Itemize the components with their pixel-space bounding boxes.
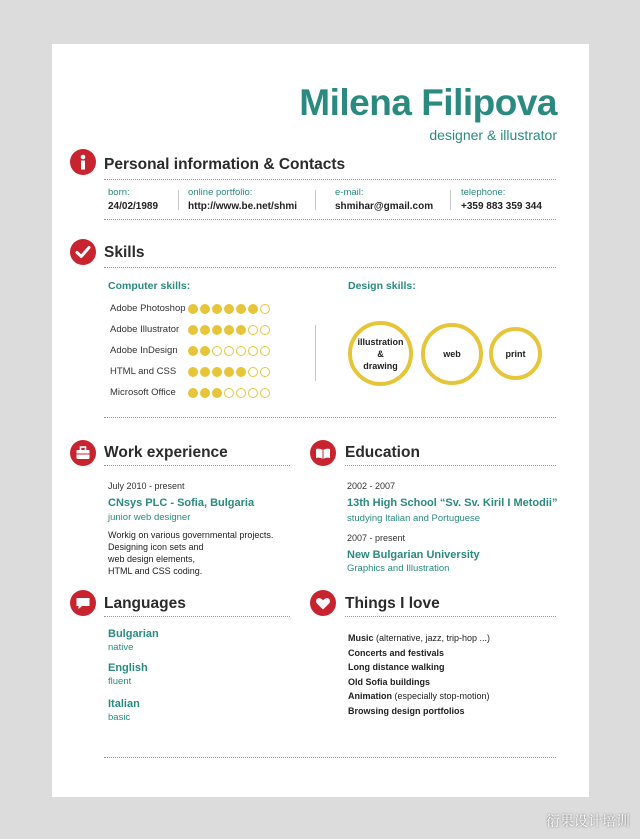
love-item	[348, 646, 490, 661]
info-icon	[70, 149, 96, 175]
divider	[104, 616, 290, 617]
love-title: Things I love	[345, 595, 440, 612]
work-desc-line: Designing icon sets and	[108, 542, 204, 552]
work-desc-line: HTML and CSS coding.	[108, 566, 203, 576]
portfolio-label: online portfolio:	[188, 187, 253, 198]
skill-rating	[188, 367, 270, 377]
edu-detail: studying Italian and Portuguese	[347, 513, 481, 524]
love-list	[348, 631, 490, 719]
language-level: fluent	[108, 676, 132, 687]
rating-dot-filled	[200, 367, 210, 377]
skill-name: Adobe Illustrator	[110, 324, 180, 335]
speech-bubble-icon	[70, 590, 96, 616]
divider	[104, 179, 556, 180]
email-link[interactable]: shmihar@gmail.com	[335, 201, 434, 212]
design-skill-label: illustration	[357, 336, 404, 347]
rating-dot-filled	[188, 325, 198, 335]
divider	[345, 465, 556, 466]
work-desc-line: Workig on various governmental projects.	[108, 530, 274, 540]
language-level: basic	[108, 712, 131, 723]
languages-title: Languages	[104, 595, 186, 612]
language-name: English	[108, 662, 148, 674]
love-item-main: Long distance walking	[348, 662, 445, 673]
resume-name: Milena Filipova	[299, 82, 557, 123]
education-title: Education	[345, 444, 420, 461]
rating-dot-empty	[248, 367, 258, 377]
design-skill-label: web	[443, 349, 461, 359]
born-value: 24/02/1989	[108, 201, 159, 212]
rating-dot-filled	[224, 367, 234, 377]
work-description	[108, 529, 273, 577]
rating-dot-empty	[260, 304, 270, 314]
love-item-main: Music	[348, 633, 374, 643]
computer-skills-heading: Computer skills:	[108, 280, 191, 292]
edu-school: New Bulgarian University	[347, 549, 480, 561]
rating-dot-empty	[260, 346, 270, 356]
rating-dot-filled	[188, 388, 198, 398]
skill-rating	[188, 346, 270, 356]
heart-icon	[310, 590, 336, 616]
work-title: Work experience	[104, 444, 228, 461]
design-skill-print	[489, 327, 542, 380]
rating-dot-empty	[212, 346, 222, 356]
rating-dot-empty	[236, 388, 246, 398]
love-item	[348, 704, 490, 719]
design-skill-label: drawing	[363, 360, 398, 371]
book-icon	[310, 440, 336, 466]
rating-dot-filled	[212, 304, 222, 314]
telephone-label: telephone:	[461, 187, 506, 198]
skill-name: HTML and CSS	[110, 366, 177, 377]
edu-period: 2002 - 2007	[347, 481, 396, 491]
rating-dot-filled	[212, 325, 222, 335]
rating-dot-filled	[236, 325, 246, 335]
love-item	[348, 660, 490, 675]
rating-dot-filled	[200, 346, 210, 356]
rating-dot-empty	[248, 388, 258, 398]
skill-rating	[188, 388, 270, 398]
divider	[104, 465, 290, 466]
rating-dot-filled	[236, 367, 246, 377]
love-item-main: Old Sofia buildings	[348, 676, 430, 687]
love-item-note: (especially stop-motion)	[392, 691, 490, 702]
language-level: native	[108, 642, 134, 653]
rating-dot-empty	[260, 325, 270, 335]
divider	[104, 757, 556, 758]
rating-dot-filled	[212, 367, 222, 377]
work-period: July 2010 - present	[108, 481, 185, 491]
language-name: Italian	[108, 698, 140, 710]
rating-dot-filled	[200, 388, 210, 398]
separator	[315, 190, 316, 210]
love-item	[348, 689, 490, 704]
rating-dot-filled	[236, 304, 246, 314]
separator	[315, 325, 316, 381]
design-skill-label: print	[505, 348, 526, 359]
love-item-note: (alternative, jazz, trip-hop ...)	[373, 633, 491, 643]
resume-page	[52, 44, 589, 797]
divider	[345, 616, 556, 617]
skill-name: Adobe InDesign	[110, 345, 178, 356]
rating-dot-empty	[260, 367, 270, 377]
personal-title: Personal information & Contacts	[104, 156, 346, 173]
rating-dot-filled	[188, 304, 198, 314]
portfolio-link[interactable]: http://www.be.net/shmi	[188, 201, 298, 212]
divider	[104, 417, 556, 418]
email-label: e-mail:	[335, 187, 364, 198]
edu-period: 2007 - present	[347, 533, 406, 543]
skill-rating	[188, 325, 270, 335]
design-skill-label: &	[377, 348, 384, 359]
skill-name: Microsoft Office	[110, 387, 176, 398]
separator	[178, 190, 179, 210]
rating-dot-empty	[224, 346, 234, 356]
rating-dot-empty	[224, 388, 234, 398]
skills-title: Skills	[104, 244, 145, 261]
telephone-value: +359 883 359 344	[461, 201, 542, 212]
work-company: CNsys PLC - Sofia, Bulgaria	[108, 497, 255, 509]
watermark: 衍果设计培训	[546, 813, 630, 829]
briefcase-icon	[70, 440, 96, 466]
born-label: born:	[108, 187, 130, 198]
edu-school: 13th High School “Sv. Sv. Kiril I Metodii”	[347, 497, 558, 509]
design-skill-illustration	[348, 321, 413, 386]
love-item-main: Animation	[348, 691, 392, 702]
language-name: Bulgarian	[108, 628, 159, 640]
divider	[104, 267, 556, 268]
rating-dot-empty	[248, 346, 258, 356]
design-skill-web	[421, 323, 483, 385]
rating-dot-filled	[200, 325, 210, 335]
work-desc-line: web design elements,	[108, 554, 196, 564]
skill-name: Adobe Photoshop	[110, 303, 186, 314]
love-item	[348, 675, 490, 690]
resume-subtitle: designer & illustrator	[429, 127, 557, 143]
rating-dot-filled	[224, 325, 234, 335]
rating-dot-filled	[188, 346, 198, 356]
rating-dot-filled	[200, 304, 210, 314]
design-skills-heading: Design skills:	[348, 280, 416, 292]
love-item-main: Browsing design portfolios	[348, 705, 465, 716]
check-icon	[70, 239, 96, 265]
skill-rating	[188, 304, 270, 314]
love-item-main: Concerts and festivals	[348, 647, 445, 658]
rating-dot-filled	[248, 304, 258, 314]
divider	[104, 219, 556, 220]
edu-detail: Graphics and Illustration	[347, 563, 450, 574]
rating-dot-empty	[260, 388, 270, 398]
rating-dot-filled	[188, 367, 198, 377]
work-role: junior web designer	[108, 512, 191, 523]
rating-dot-empty	[248, 325, 258, 335]
rating-dot-filled	[224, 304, 234, 314]
rating-dot-empty	[236, 346, 246, 356]
love-item	[348, 631, 490, 646]
rating-dot-filled	[212, 388, 222, 398]
separator	[450, 190, 451, 210]
